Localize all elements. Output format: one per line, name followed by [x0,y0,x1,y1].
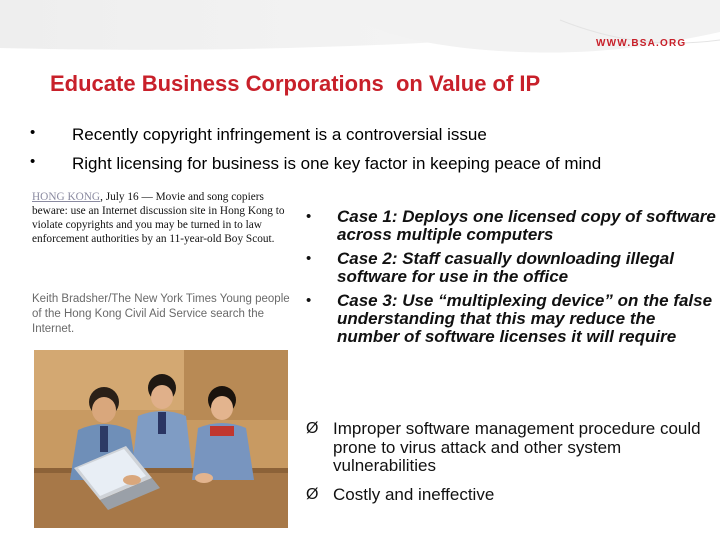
intro-bullet-text: Right licensing for business is one key factor in keeping peace of mind [72,154,602,173]
news-excerpt [32,190,302,246]
bullet-icon: • [306,208,312,225]
news-text: , July 16 — Movie and song copiers beware: use an Internet discussion site in Hong Kong to violate copyrights and you may be turned in to law enforcement authorities by an 11-year-old Boy Scout. [32,191,285,245]
case-text: Case 3: Use “multiplexing device” on the false understanding that this may reduce the number of software licenses it will require [337,291,713,346]
news-location-link[interactable]: HONG KONG [32,191,101,203]
bullet-icon: • [30,153,36,170]
consequence-item [304,420,716,476]
consequence-item [304,486,716,505]
photo-caption: Keith Bradsher/The New York Times Young people of the Hong Kong Civil Aid Service search the Internet. [32,293,290,335]
arrow-bullet-icon: Ø [306,420,319,437]
intro-bullet-text: Recently copyright infringement is a controversial issue [72,125,487,144]
slide-title: Educate Business Corporations on Value of IP [50,71,541,96]
case-item [304,208,716,244]
consequence-list [304,420,716,514]
case-bullet-list [304,208,716,352]
case-item [304,250,716,286]
students-photo [34,350,288,528]
case-text: Case 1: Deploys one licensed copy of software across multiple computers [337,207,716,244]
intro-bullet [24,154,601,183]
case-text: Case 2: Staff casually downloading illegal software for use in the office [337,249,674,286]
arrow-bullet-icon: Ø [306,485,319,503]
site-url: WWW.BSA.ORG [596,38,687,49]
bullet-icon: • [30,124,36,141]
bullet-icon: • [306,250,312,267]
bullet-icon: • [306,292,312,309]
case-item [304,292,716,346]
intro-bullet-list [24,125,601,183]
consequence-text: Improper software management procedure could prone to virus attack and other system vulnerabilities [333,419,701,475]
intro-bullet [24,125,601,154]
consequence-text: Costly and ineffective [333,484,495,504]
